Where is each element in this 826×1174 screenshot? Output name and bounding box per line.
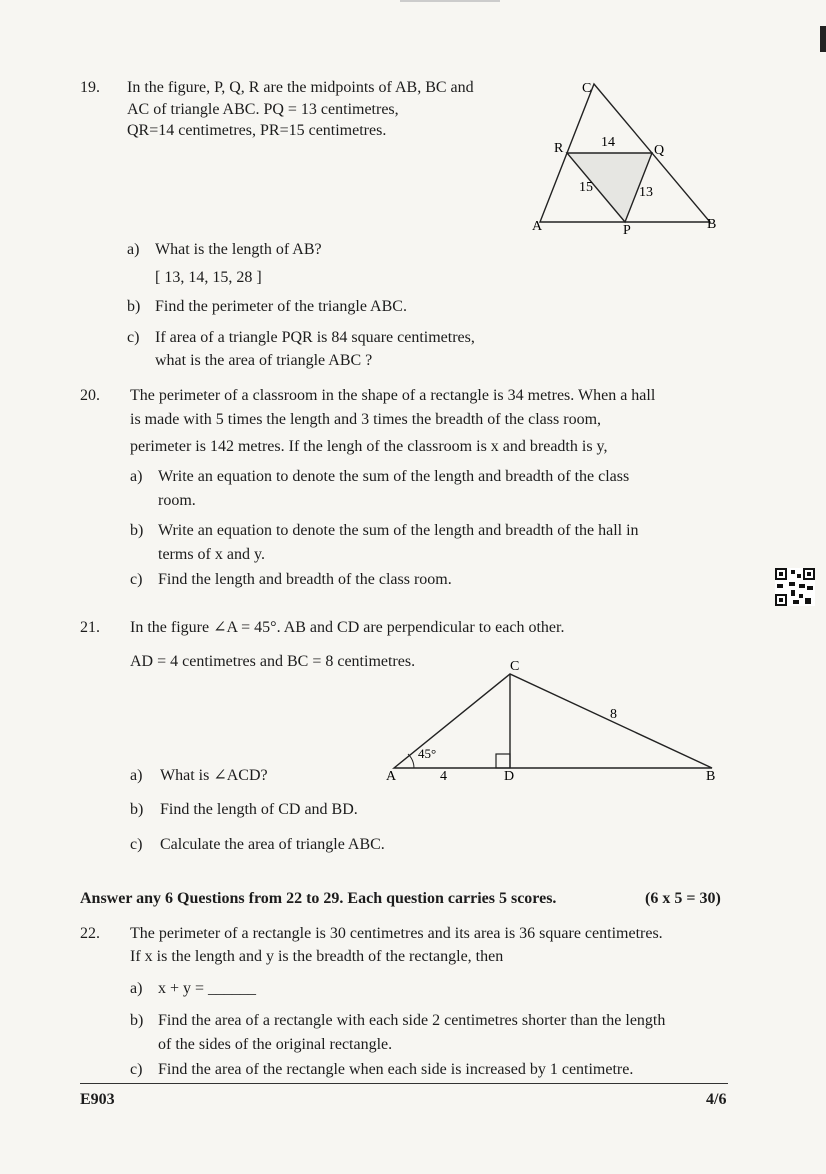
q19-line-2: AC of triangle ABC. PQ = 13 centimetres, <box>127 101 399 118</box>
q19c-line-1: If area of a triangle PQR is 84 square centimetres, <box>155 329 475 346</box>
label-pq-13: 13 <box>639 185 653 200</box>
q20-line-2: is made with 5 times the length and 3 times the breadth of the class room, <box>130 411 602 428</box>
q21-line-1: In the figure ∠A = 45°. AB and CD are perpendicular to each other. <box>130 619 565 636</box>
footer-rule <box>80 1083 728 1084</box>
q19-line-3: QR=14 centimetres, PR=15 centimetres. <box>127 122 387 139</box>
label-b-21: B <box>706 769 716 784</box>
q20c-text: Find the length and breadth of the class room. <box>158 571 452 588</box>
q19a-options: [ 13, 14, 15, 28 ] <box>155 269 262 286</box>
label-pr-15: 15 <box>579 180 593 195</box>
q20-line-1: The perimeter of a classroom in the shape of a rectangle is 34 metres. When a hall <box>130 387 656 404</box>
q19b-label: b) <box>127 298 141 315</box>
q20-number: 20. <box>80 387 100 404</box>
q21a-label: a) <box>130 767 143 784</box>
q20-line-3: perimeter is 142 metres. If the lengh of the classroom is x and breadth is y, <box>130 438 608 455</box>
right-angle-mark <box>496 754 510 768</box>
label-ad-4: 4 <box>440 769 447 784</box>
footer-code: E903 <box>80 1091 115 1108</box>
q21c-text: Calculate the area of triangle ABC. <box>160 836 385 853</box>
q22b-line-2: of the sides of the original rectangle. <box>158 1036 393 1053</box>
q19a-label: a) <box>127 241 140 258</box>
q20c-label: c) <box>130 571 143 588</box>
label-q: Q <box>654 143 665 158</box>
q19-number: 19. <box>80 79 100 96</box>
section-scores: (6 x 5 = 30) <box>645 890 721 907</box>
q19c-line-2: what is the area of triangle ABC ? <box>155 352 373 369</box>
q22b-label: b) <box>130 1012 144 1029</box>
q20a-line-1: Write an equation to denote the sum of the length and breadth of the class <box>158 468 630 485</box>
q21-line-2: AD = 4 centimetres and BC = 8 centimetres. <box>130 653 416 670</box>
q21a-text: What is ∠ACD? <box>160 767 268 784</box>
q19b-text: Find the perimeter of the triangle ABC. <box>155 298 407 315</box>
edge-tab-mark <box>820 26 826 52</box>
label-p: P <box>623 223 631 238</box>
label-qr-14: 14 <box>601 135 615 150</box>
q22a-label: a) <box>130 980 143 997</box>
q22c-label: c) <box>130 1061 143 1078</box>
q22b-line-1: Find the area of a rectangle with each side 2 centimetres shorter than the length <box>158 1012 666 1029</box>
q21-triangle-figure <box>380 656 720 786</box>
q21c-label: c) <box>130 836 143 853</box>
label-d-21: D <box>504 769 515 784</box>
q20b-label: b) <box>130 522 144 539</box>
footer-page-number: 4/6 <box>706 1091 727 1108</box>
q21-number: 21. <box>80 619 100 636</box>
q20b-line-1: Write an equation to denote the sum of the length and breadth of the hall in <box>158 522 639 539</box>
label-c-21: C <box>510 659 520 674</box>
q21b-text: Find the length of CD and BD. <box>160 801 358 818</box>
label-c: C <box>582 81 592 96</box>
label-a: A <box>532 219 543 234</box>
q22-line-1: The perimeter of a rectangle is 30 centimetres and its area is 36 square centimetres. <box>130 925 663 942</box>
q19-line-1: In the figure, P, Q, R are the midpoints of AB, BC and <box>127 79 474 96</box>
q19a-text: What is the length of AB? <box>155 241 322 258</box>
q20a-label: a) <box>130 468 143 485</box>
label-angle-45: 45° <box>418 746 437 761</box>
label-bc-8: 8 <box>610 707 617 722</box>
q22-line-2: If x is the length and y is the breadth of the rectangle, then <box>130 948 504 965</box>
q21b-label: b) <box>130 801 144 818</box>
section-instruction: Answer any 6 Questions from 22 to 29. Each question carries 5 scores. <box>80 890 557 907</box>
label-a-21: A <box>386 769 397 784</box>
triangle-abc-21 <box>394 674 712 768</box>
q22-number: 22. <box>80 925 100 942</box>
q20b-line-2: terms of x and y. <box>158 546 265 563</box>
label-r: R <box>554 141 564 156</box>
q19-triangle-figure <box>530 78 730 238</box>
q22c-text: Find the area of the rectangle when each side is increased by 1 centimetre. <box>158 1061 634 1078</box>
top-scan-mark <box>400 0 500 2</box>
q20a-line-2: room. <box>158 492 196 509</box>
qr-code-image <box>775 568 815 606</box>
q22a-text: x + y = ______ <box>158 980 257 997</box>
label-b: B <box>707 217 717 232</box>
q19c-label: c) <box>127 329 140 346</box>
